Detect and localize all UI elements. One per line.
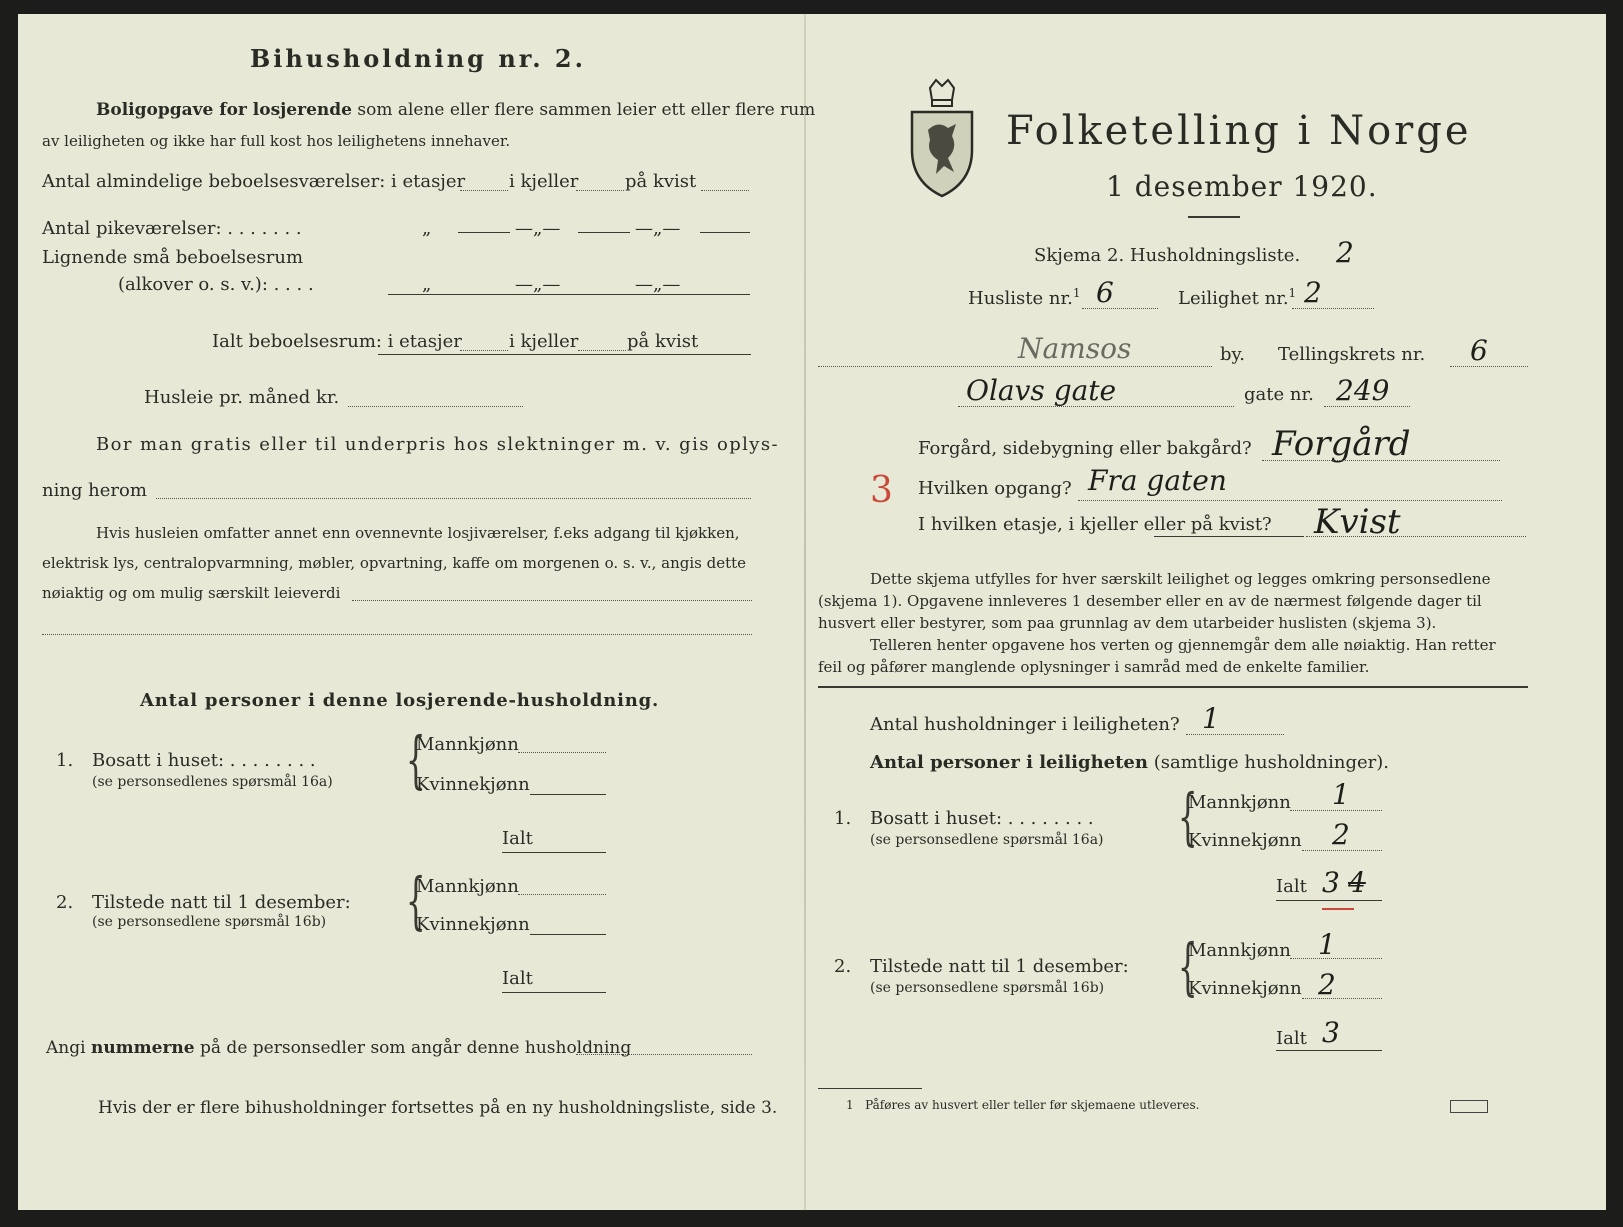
right-q2-mann-value: 1 [1318, 928, 1336, 961]
alkover-quote: „ [422, 274, 432, 295]
rooms-kjeller: i kjeller [509, 171, 579, 192]
bor-line-2: ning herom [42, 480, 147, 501]
hush-label: Antal husholdninger i leiligheten? [870, 714, 1180, 735]
margin-mark: 3 [870, 470, 893, 511]
pike-quote: „ [422, 218, 432, 239]
right-q1-num: 1. [834, 808, 852, 829]
right-persons-heading: Antal personer i leiligheten (samtlige husholdninger). [870, 752, 1390, 773]
right-date: 1 desember 1920. [1106, 170, 1378, 203]
instr-3: husvert eller bestyrer, som paa grunnlag av dem utarbeider huslisten (skjema 3). [818, 614, 1437, 632]
etasje-label: I hvilken etasje, i kjeller eller på kvist? [918, 514, 1272, 535]
right-q2-num: 2. [834, 956, 852, 977]
gate-nr-value: 249 [1336, 374, 1390, 407]
right-q2-ialt-value: 3 [1322, 1016, 1340, 1049]
hvis-line-3: nøiaktig og om mulig særskilt leieverdi [42, 584, 341, 602]
angi-bold: nummerne [90, 1038, 195, 1058]
hush-value: 1 [1202, 702, 1220, 735]
pike-label: Antal pikeværelser: . . . . . . . [42, 218, 302, 239]
opgang-label: Hvilken opgang? [918, 478, 1072, 499]
right-q1-sub: (se personsedlene spørsmål 16a) [870, 832, 1104, 848]
intro-bold: Boligopgave for losjerende [96, 100, 352, 120]
opgang-value: Fra gaten [1088, 464, 1227, 497]
left-q2-kvinne: Kvinnekjønn [416, 914, 530, 935]
angi-line [46, 1038, 631, 1058]
right-q1-kvinne-label: Kvinnekjønn [1188, 830, 1302, 851]
left-q1-ialt: Ialt [502, 828, 533, 849]
right-q1-ialt-label: Ialt [1276, 876, 1307, 897]
pike-dash-1: —„— [515, 218, 561, 239]
right-q1-ialt-value: 3 [1322, 866, 1340, 899]
skjema-value: 2 [1336, 236, 1354, 269]
ialt-rum-kvist: på kvist [627, 331, 699, 352]
left-footer: Hvis der er flere bihusholdninger fortsettes på en ny husholdningsliste, side 3. [98, 1098, 778, 1118]
left-q2-brace: { [405, 864, 426, 937]
pike-dash-2: —„— [635, 218, 681, 239]
left-q2-ialt: Ialt [502, 968, 533, 989]
instr-2: (skjema 1). Opgavene innleveres 1 desember eller en av de nærmest følgende dager til [818, 592, 1482, 610]
left-q1-brace: { [405, 723, 426, 796]
husliste-label: Husliste nr.$^1$ [968, 286, 1081, 309]
printer-stamp [1450, 1100, 1488, 1113]
angi-pre: Angi [46, 1038, 86, 1058]
right-title: Folketelling i Norge [1006, 108, 1472, 154]
instr-4: Telleren henter opgavene hos verten og gjennemgår dem alle nøiaktig. Han retter [870, 636, 1496, 654]
by-label: by. [1220, 344, 1246, 365]
leilighet-value: 2 [1304, 276, 1322, 309]
left-q2-sub: (se personsedlene spørsmål 16b) [92, 914, 327, 930]
lignende-label: Lignende små beboelsesrum [42, 247, 304, 268]
left-q1-mann: Mannkjønn [416, 734, 519, 755]
left-persons-heading: Antal personer i denne losjerende-husholdning. [140, 690, 660, 711]
bor-line-1: Bor man gratis eller til underpris hos slektninger m. v. gis oplys- [96, 434, 779, 455]
instr-1: Dette skjema utfylles for hver særskilt leilighet og legges omkring personsedlene [870, 570, 1491, 588]
husliste-value: 6 [1096, 276, 1114, 309]
ialt-rum-kjeller: i kjeller [509, 331, 579, 352]
angi-rest: på de personsedler som angår denne husholdning [200, 1038, 632, 1058]
krets-label: Tellingskrets nr. [1278, 344, 1426, 365]
gate-value: Olavs gate [966, 374, 1117, 407]
gate-label: gate nr. [1244, 384, 1314, 405]
right-q2-label: Tilstede natt til 1 desember: [870, 956, 1129, 977]
right-q2-kvinne-value: 2 [1318, 968, 1336, 1001]
right-q2-mann-label: Mannkjønn [1188, 940, 1291, 961]
rooms-label: Antal almindelige beboelsesværelser: i etasjer [42, 171, 466, 192]
left-q1-label: Bosatt i huset: . . . . . . . . [92, 750, 316, 771]
right-q1-label: Bosatt i huset: . . . . . . . . [870, 808, 1094, 829]
census-form-sheet [18, 14, 1606, 1210]
page-fold [804, 14, 806, 1210]
forgard-value: Forgård [1272, 424, 1411, 464]
alkover-dash-2: —„— [635, 274, 681, 295]
instr-5: feil og påfører manglende oplysninger i samråd med de enkelte familier. [818, 658, 1370, 676]
left-q2-label: Tilstede natt til 1 desember: [92, 892, 351, 913]
left-title: Bihusholdning nr. 2. [250, 44, 586, 73]
left-q1-sub: (se personsedlenes spørsmål 16a) [92, 774, 333, 790]
right-q1-mann-label: Mannkjønn [1188, 792, 1291, 813]
left-q1-num: 1. [56, 750, 74, 771]
krets-value: 6 [1470, 334, 1488, 367]
right-q2-kvinne-label: Kvinnekjønn [1188, 978, 1302, 999]
right-q1-mann-value: 1 [1332, 778, 1350, 811]
right-q2-sub: (se personsedlene spørsmål 16b) [870, 980, 1105, 996]
husleie-label: Husleie pr. måned kr. [144, 387, 340, 408]
left-q2-num: 2. [56, 892, 74, 913]
alkover-dash-1: —„— [515, 274, 561, 295]
intro-line-2: av leiligheten og ikke har full kost hos leilighetens innehaver. [42, 132, 511, 150]
leilighet-label: Leilighet nr.$^1$ [1178, 286, 1297, 309]
left-q1-kvinne: Kvinnekjønn [416, 774, 530, 795]
rooms-kvist: på kvist [625, 171, 697, 192]
right-q1-kvinne-value: 2 [1332, 818, 1350, 851]
intro-line-1 [96, 100, 815, 120]
forgard-label: Forgård, sidebygning eller bakgård? [918, 438, 1252, 459]
alkover-label: (alkover o. s. v.): . . . . [118, 274, 314, 295]
ialt-rum-label: Ialt beboelsesrum: i etasjer [212, 331, 462, 352]
right-q1-ialt-struck: 4 [1348, 866, 1366, 899]
hvis-line-2: elektrisk lys, centralopvarmning, møbler, opvartning, kaffe om morgenen o. s. v., angis dette [42, 554, 747, 572]
coat-of-arms-icon [908, 78, 976, 200]
footnote: 1 Påføres av husvert eller teller før skjemaene utleveres. [846, 1098, 1200, 1112]
skjema-label: Skjema 2. Husholdningsliste. [1034, 245, 1301, 266]
hvis-line-1: Hvis husleien omfatter annet enn ovennevnte losjiværelser, f.eks adgang til kjøkken, [96, 524, 740, 542]
left-q2-mann: Mannkjønn [416, 876, 519, 897]
right-q2-ialt-label: Ialt [1276, 1028, 1307, 1049]
by-value: Namsos [1018, 332, 1132, 365]
right-q1-brace: { [1177, 780, 1198, 853]
intro-rest: som alene eller flere sammen leier ett eller flere rum [357, 100, 816, 120]
right-q2-brace: { [1177, 930, 1198, 1003]
etasje-value: Kvist [1314, 502, 1401, 542]
